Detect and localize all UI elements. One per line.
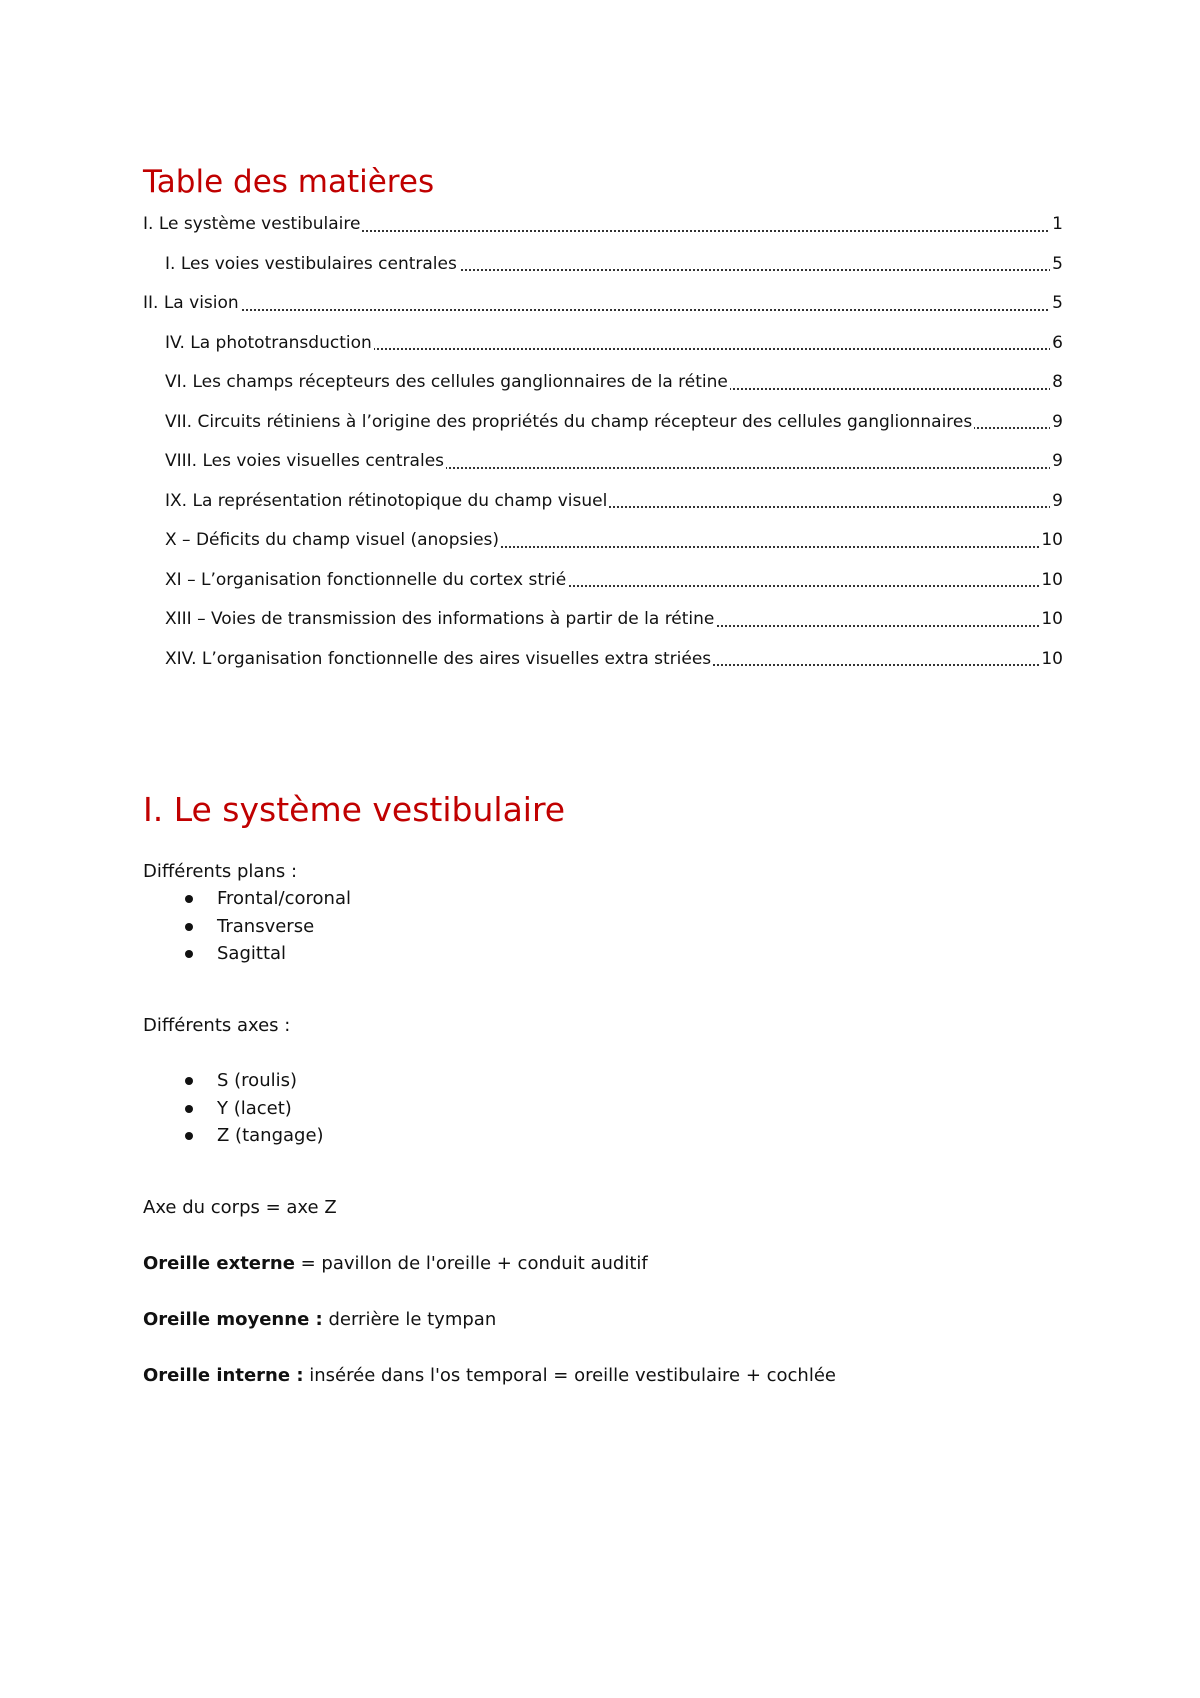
toc-entry-page: 9: [1050, 409, 1063, 435]
bullet-icon: [185, 1132, 193, 1140]
toc-entry-label: IX. La représentation rétinotopique du champ visuel: [165, 490, 608, 511]
ear-external-term: Oreille externe: [143, 1253, 295, 1274]
toc-entry[interactable]: [165, 646, 1063, 686]
toc-entry[interactable]: [165, 488, 1063, 528]
toc-entry-label: VI. Les champs récepteurs des cellules ganglionnaires de la rétine: [165, 372, 728, 392]
list-item: [143, 914, 351, 942]
toc-entry-label: II. La vision: [143, 293, 239, 313]
list-item-text: Sagittal: [217, 943, 287, 964]
ear-external-paragraph: [143, 1251, 648, 1277]
list-item: [143, 886, 351, 914]
plans-list: [143, 886, 351, 969]
bullet-icon: [185, 1105, 193, 1113]
ear-internal-text: insérée dans l'os temporal = oreille vestibulaire + cochlée: [303, 1365, 836, 1386]
bullet-icon: [185, 895, 193, 903]
list-item: [143, 1096, 324, 1124]
list-item: [143, 941, 351, 969]
ear-internal-paragraph: [143, 1363, 836, 1389]
axes-heading: Différents axes :: [143, 1015, 291, 1036]
toc-entry[interactable]: [143, 290, 1063, 330]
toc-entry[interactable]: [165, 567, 1063, 607]
toc-entry-page: 5: [1050, 290, 1063, 316]
toc-leader: [143, 309, 1063, 311]
plans-heading: Différents plans :: [143, 861, 298, 882]
toc-entry-page: 10: [1039, 527, 1063, 553]
list-item-text: S (roulis): [217, 1070, 297, 1091]
bullet-icon: [185, 923, 193, 931]
toc-entry[interactable]: [165, 330, 1063, 370]
toc-entry[interactable]: [165, 251, 1063, 291]
ear-middle-term: Oreille moyenne :: [143, 1309, 323, 1330]
list-item: [143, 1068, 324, 1096]
list-item-text: Y (lacet): [217, 1097, 292, 1119]
toc-entry-label: XI – L’organisation fonctionnelle du cortex strié: [165, 569, 567, 590]
toc-entry-label: XIII – Voies de transmission des informations à partir de la rétine: [165, 609, 715, 629]
list-item: [143, 1123, 324, 1151]
toc-entry-page: 8: [1050, 369, 1063, 395]
list-item-text: Transverse: [217, 915, 315, 937]
toc-entry-page: 5: [1050, 251, 1063, 277]
toc-entry-label: X – Déficits du champ visuel (anopsies): [165, 530, 500, 550]
toc-entry[interactable]: [165, 369, 1063, 409]
toc-entry-label: I. Le système vestibulaire: [143, 214, 361, 234]
ear-middle-text: derrière le tympan: [322, 1309, 497, 1330]
toc-entry[interactable]: [143, 211, 1063, 251]
toc-entry-page: 9: [1050, 488, 1063, 514]
toc-entry-page: 1: [1050, 211, 1063, 237]
toc-entry[interactable]: [165, 527, 1063, 567]
table-of-contents: [143, 211, 1063, 685]
toc-title: Table des matières: [143, 164, 435, 200]
bullet-icon: [185, 950, 193, 958]
toc-entry-page: 10: [1039, 646, 1063, 672]
body-axis-text: Axe du corps = axe Z: [143, 1197, 337, 1218]
section-title: I. Le système vestibulaire: [143, 790, 566, 829]
axes-list: [143, 1068, 324, 1151]
toc-entry[interactable]: [165, 448, 1063, 488]
list-item-text: Z (tangage): [217, 1125, 324, 1146]
ear-internal-term: Oreille interne :: [143, 1365, 304, 1386]
toc-entry[interactable]: [165, 606, 1063, 646]
toc-entry-page: 9: [1050, 448, 1063, 474]
bullet-icon: [185, 1077, 193, 1085]
toc-entry[interactable]: [165, 409, 1063, 449]
toc-entry-label: VII. Circuits rétiniens à l’origine des propriétés du champ récepteur des cellules ganglionnaires: [165, 411, 973, 432]
list-item-text: Frontal/coronal: [217, 888, 351, 909]
ear-middle-paragraph: [143, 1307, 496, 1333]
toc-entry-page: 10: [1039, 567, 1063, 593]
toc-entry-label: IV. La phototransduction: [165, 332, 372, 353]
toc-entry-page: 10: [1039, 606, 1063, 632]
toc-entry-label: XIV. L’organisation fonctionnelle des aires visuelles extra striées: [165, 648, 712, 669]
toc-entry-label: VIII. Les voies visuelles centrales: [165, 451, 445, 471]
ear-external-text: = pavillon de l'oreille + conduit auditif: [294, 1253, 648, 1274]
toc-entry-label: I. Les voies vestibulaires centrales: [165, 253, 457, 274]
toc-entry-page: 6: [1050, 330, 1063, 356]
